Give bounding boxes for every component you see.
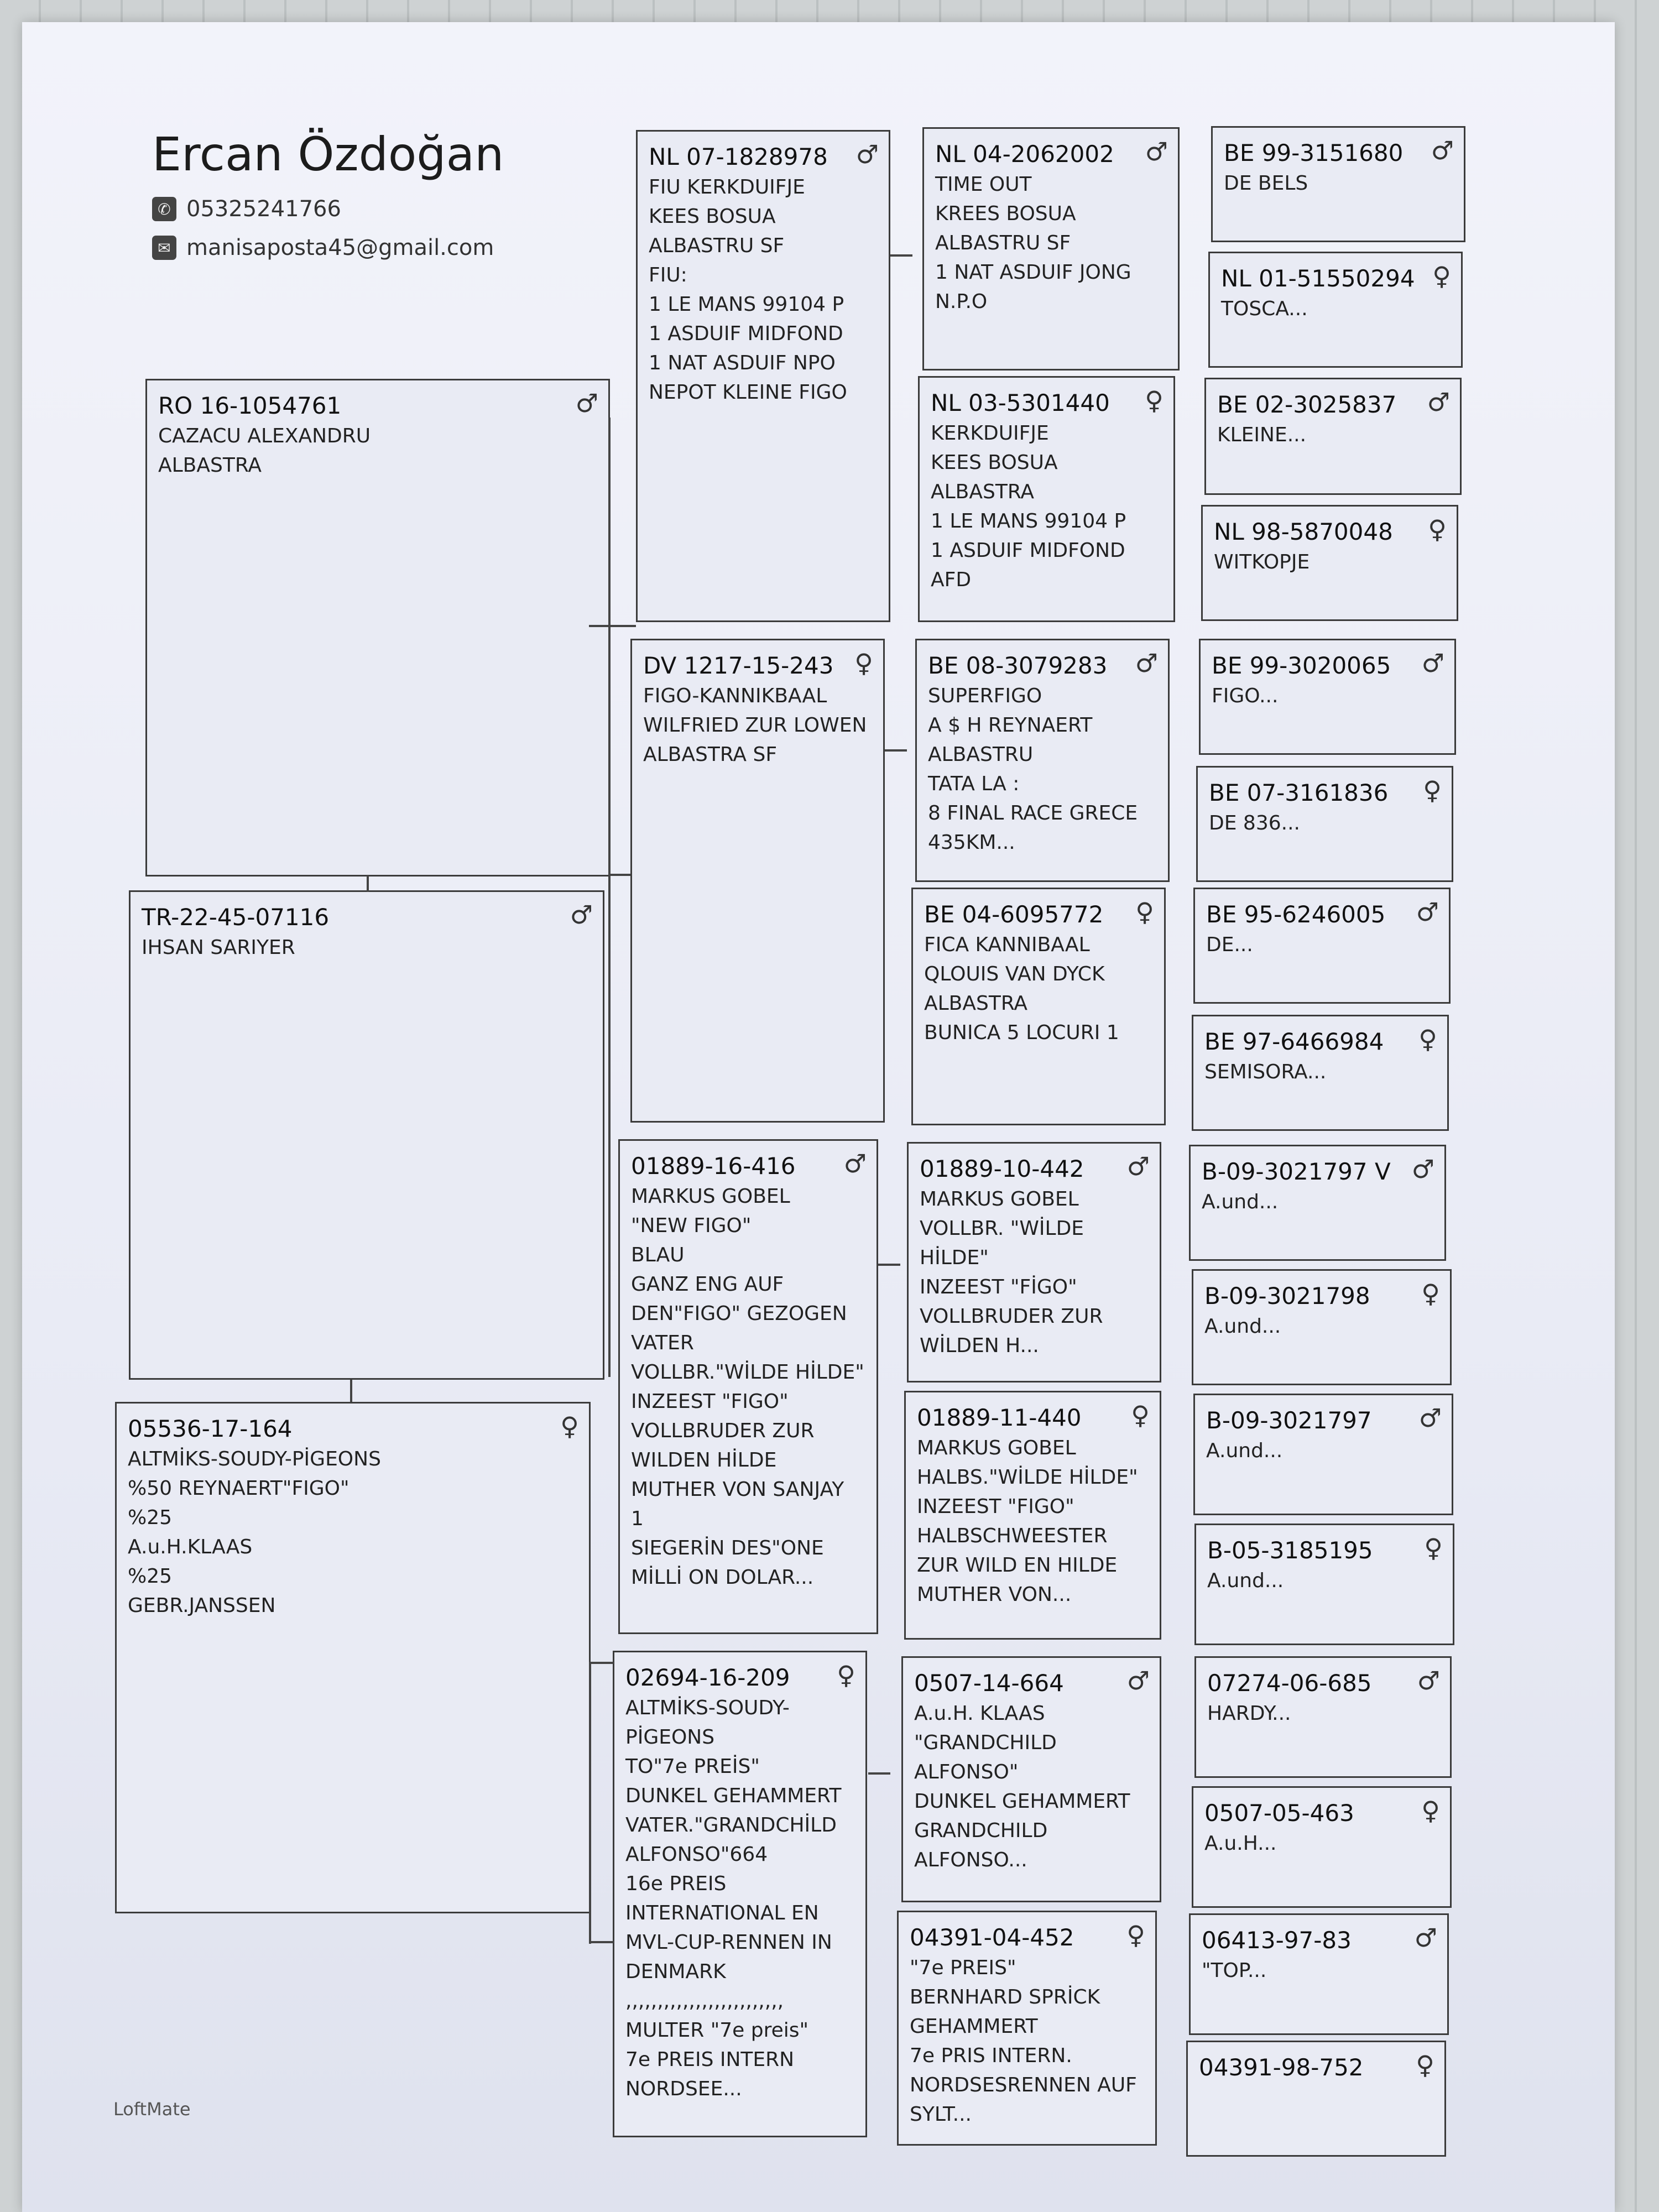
ring-number: NL 03-5301440 — [931, 389, 1110, 416]
gen4-card — [1193, 1394, 1453, 1515]
info-line: NEPOT KLEINE FIGO — [649, 381, 847, 404]
info-line: DUNKEL GEHAMMERT — [625, 1785, 842, 1807]
ring-number: BE 07-3161836 — [1209, 779, 1389, 806]
gen4-card — [1186, 2041, 1446, 2157]
info-line: 1 — [631, 1507, 644, 1530]
connector-line — [589, 1662, 614, 1664]
info-line: %25 — [128, 1565, 173, 1588]
info-line: 1 ASDUIF MIDFOND — [649, 322, 843, 345]
male-sex-icon: ♂ — [1145, 137, 1168, 166]
connector-line — [350, 1380, 352, 1402]
male-sex-icon: ♂ — [1418, 1403, 1442, 1433]
info-line: SIEGERİN DES"ONE — [631, 1537, 824, 1559]
info-line: INZEEST "FIGO" — [917, 1495, 1074, 1518]
info-line: KEES BOSUA — [649, 205, 776, 228]
info-line: HİLDE" — [920, 1246, 989, 1269]
male-sex-icon: ♂ — [1431, 135, 1454, 165]
male-sex-icon: ♂ — [570, 900, 593, 930]
info-line: MARKUS GOBEL — [920, 1188, 1079, 1211]
gen4-card — [1189, 1145, 1446, 1261]
ring-number: BE 97-6466984 — [1204, 1028, 1384, 1055]
info-line: HARDY... — [1207, 1702, 1291, 1725]
ring-number: 06413-97-83 — [1202, 1927, 1352, 1954]
info-line: 435KM... — [928, 831, 1015, 854]
gen4-card — [1211, 126, 1465, 242]
owner-name: Ercan Özdoğan — [152, 127, 504, 181]
gen3-card — [907, 1142, 1161, 1383]
male-sex-icon: ♂ — [1126, 1151, 1150, 1181]
info-line: ALTMİKS-SOUDY- — [625, 1697, 790, 1719]
gen3-card — [911, 888, 1166, 1125]
ring-number: BE 02-3025837 — [1217, 391, 1397, 418]
info-line: ALBASTRA — [931, 481, 1035, 503]
info-line: MUTHER VON... — [917, 1583, 1072, 1606]
info-line: 16e PREIS — [625, 1872, 727, 1895]
info-line: ,,,,,,,,,,,,,,,,,,,,,,,,, — [625, 1990, 784, 2012]
info-line: BLAU — [631, 1244, 685, 1266]
info-line: FICA KANNIBAAL — [924, 933, 1090, 956]
info-line: ALFONSO... — [914, 1849, 1027, 1871]
female-sex-icon: ♀ — [1421, 1796, 1440, 1825]
male-sex-icon: ♂ — [1416, 897, 1439, 927]
phone-icon: ✆ — [152, 197, 176, 221]
female-sex-icon: ♀ — [1126, 1920, 1145, 1950]
info-line: "7e PREIS" — [910, 1957, 1016, 1979]
info-line: ALBASTRU SF — [935, 232, 1071, 254]
info-line: NORDSESRENNEN AUF — [910, 2074, 1137, 2096]
info-line: GEBR.JANSSEN — [128, 1594, 276, 1617]
gen4-card — [1194, 1656, 1452, 1778]
footer-brand: LoftMate — [113, 2099, 191, 2120]
info-line: ZUR WILD EN HILDE — [917, 1554, 1118, 1577]
info-line: PİGEONS — [625, 1726, 715, 1749]
female-sex-icon: ♀ — [1423, 775, 1442, 805]
info-line: TATA LA : — [928, 773, 1020, 795]
male-sex-icon: ♂ — [1135, 648, 1158, 678]
ring-number: 04391-98-752 — [1199, 2054, 1364, 2081]
info-line: ALBASTRA — [924, 992, 1028, 1015]
ring-number: NL 01-51550294 — [1221, 265, 1415, 292]
info-line: FIGO-KANNIKBAAL — [643, 685, 827, 707]
male-sex-icon: ♂ — [1427, 387, 1450, 417]
ring-number: B-09-3021798 — [1204, 1282, 1370, 1310]
info-line: INZEEST "FİGO" — [920, 1276, 1077, 1298]
info-line: N.P.O — [935, 290, 988, 313]
info-line: 1 ASDUIF MIDFOND — [931, 539, 1125, 562]
info-line: FIU KERKDUIFJE — [649, 176, 805, 199]
ring-number: 02694-16-209 — [625, 1664, 790, 1691]
info-line: MARKUS GOBEL — [917, 1437, 1076, 1459]
info-line: ALFONSO"664 — [625, 1843, 768, 1866]
info-line: MUTHER VON SANJAY — [631, 1478, 844, 1501]
gen2-card — [630, 639, 885, 1123]
info-line: SYLT... — [910, 2103, 972, 2126]
male-sex-icon: ♂ — [1411, 1154, 1434, 1184]
ring-number: B-05-3185195 — [1207, 1537, 1373, 1564]
gen4-card — [1196, 766, 1453, 882]
info-line: "GRANDCHILD — [914, 1731, 1057, 1754]
male-sex-icon: ♂ — [1421, 648, 1444, 678]
ring-number: BE 04-6095772 — [924, 901, 1104, 928]
info-line: WITKOPJE — [1214, 551, 1310, 573]
gen3-card — [897, 1911, 1157, 2146]
info-line: VATER — [631, 1332, 694, 1354]
info-line: FIGO... — [1212, 685, 1279, 707]
ring-number: BE 08-3079283 — [928, 652, 1108, 679]
info-line: DUNKEL GEHAMMERT — [914, 1790, 1130, 1813]
info-line: CAZACU ALEXANDRU — [158, 425, 371, 447]
info-line: SEMISORA... — [1204, 1061, 1327, 1083]
ring-number: BE 95-6246005 — [1206, 901, 1386, 928]
gen3-card — [904, 1391, 1161, 1640]
info-line: INTERNATIONAL EN — [625, 1902, 819, 1924]
info-line: A.u.H. KLAAS — [914, 1702, 1045, 1725]
info-line: KEES BOSUA — [931, 451, 1058, 474]
connector-line — [589, 1662, 591, 1944]
gen3-card — [901, 1656, 1161, 1902]
ring-number: NL 07-1828978 — [649, 143, 828, 170]
email-address: manisaposta45@gmail.com — [186, 235, 494, 260]
ring-number: 01889-16-416 — [631, 1152, 796, 1180]
info-line: A.und... — [1206, 1439, 1283, 1462]
info-line: IHSAN SARIYER — [142, 936, 295, 959]
gen3-card — [915, 639, 1170, 882]
info-line: DE BELS — [1224, 172, 1308, 195]
gen4-card — [1199, 639, 1456, 755]
info-line: ALTMİKS-SOUDY-PİGEONS — [128, 1448, 381, 1470]
ring-number: 05536-17-164 — [128, 1415, 293, 1442]
info-line: VATER."GRANDCHİLD — [625, 1814, 837, 1837]
female-sex-icon: ♀ — [1432, 261, 1451, 291]
info-line: DE 836... — [1209, 812, 1300, 834]
info-line: ALBASTRA SF — [643, 743, 778, 766]
info-line: MARKUS GOBEL — [631, 1185, 790, 1208]
gen4-card — [1201, 505, 1458, 621]
info-line: GRANDCHILD — [914, 1819, 1048, 1842]
ring-number: B-09-3021797 — [1206, 1407, 1372, 1434]
ring-number: NL 98-5870048 — [1214, 518, 1393, 545]
info-line: 1 LE MANS 99104 P — [649, 293, 844, 316]
info-line: MULTER "7e preis" — [625, 2019, 809, 2042]
info-line: VOLLBR."WİLDE HİLDE" — [631, 1361, 864, 1384]
info-line: A.u.H.KLAAS — [128, 1536, 253, 1558]
ring-number: RO 16-1054761 — [158, 392, 342, 419]
info-line: 7e PREIS INTERN — [625, 2048, 795, 2071]
info-line: A $ H REYNAERT — [928, 714, 1093, 737]
ring-number: BE 99-3020065 — [1212, 652, 1391, 679]
phone-number: 05325241766 — [186, 196, 341, 222]
sire-card — [129, 890, 604, 1380]
ring-number: DV 1217-15-243 — [643, 652, 834, 679]
info-line: %50 REYNAERT"FIGO" — [128, 1477, 349, 1500]
info-line: 1 NAT ASDUIF NPO — [649, 352, 836, 374]
male-sex-icon: ♂ — [575, 388, 598, 418]
info-line: 1 NAT ASDUIF JONG — [935, 261, 1131, 284]
female-sex-icon: ♀ — [1416, 2050, 1434, 2080]
info-line: INZEEST "FIGO" — [631, 1390, 789, 1413]
info-line: KERKDUIFJE — [931, 422, 1049, 445]
info-line: GEHAMMERT — [910, 2015, 1038, 2038]
info-line: SUPERFIGO — [928, 685, 1042, 707]
ring-number: NL 04-2062002 — [935, 140, 1114, 168]
gen2-card — [618, 1139, 878, 1634]
connector-line — [608, 625, 636, 627]
info-line: HALBSCHWEESTER — [917, 1525, 1108, 1547]
info-line: DEN"FIGO" GEZOGEN — [631, 1302, 847, 1325]
male-sex-icon: ♂ — [843, 1149, 867, 1178]
info-line: 7e PRIS INTERN. — [910, 2044, 1072, 2067]
gen4-card — [1189, 1913, 1449, 2035]
connector-line — [367, 875, 369, 892]
dam-card — [115, 1402, 591, 1913]
info-line: TOSCA... — [1221, 298, 1308, 320]
gen4-card — [1192, 1015, 1449, 1131]
info-line: %25 — [128, 1506, 173, 1529]
info-line: WİLDEN H... — [920, 1334, 1039, 1357]
female-sex-icon: ♀ — [1424, 1533, 1443, 1563]
phone-row — [152, 196, 341, 222]
gen2-card — [613, 1651, 867, 2137]
info-line: KLEINE... — [1217, 424, 1307, 446]
info-line: ALBASTRA — [158, 454, 262, 477]
gen4-card — [1192, 1786, 1452, 1908]
female-sex-icon: ♀ — [837, 1660, 855, 1690]
gen4-card — [1208, 252, 1463, 368]
ring-number: 07274-06-685 — [1207, 1670, 1372, 1697]
info-line: ALFONSO" — [914, 1761, 1019, 1783]
ring-number: 04391-04-452 — [910, 1924, 1074, 1951]
female-sex-icon: ♀ — [1418, 1024, 1437, 1054]
male-sex-icon: ♂ — [1126, 1666, 1150, 1695]
info-line: BERNHARD SPRİCK — [910, 1986, 1100, 2008]
info-line: A.und... — [1207, 1569, 1284, 1592]
info-line: TO"7e PREİS" — [625, 1755, 760, 1778]
gen4-card — [1194, 1524, 1454, 1645]
female-sex-icon: ♀ — [854, 648, 873, 678]
connector-line — [868, 1772, 890, 1775]
email-icon: ✉ — [152, 236, 176, 260]
ring-number: BE 99-3151680 — [1224, 139, 1404, 166]
info-line: A.und... — [1204, 1315, 1281, 1338]
info-line: "TOP... — [1202, 1959, 1267, 1982]
info-line: HALBS."WİLDE HİLDE" — [917, 1466, 1138, 1489]
info-line: VOLLBR. "WİLDE — [920, 1217, 1084, 1240]
info-line: VOLLBRUDER ZUR — [631, 1420, 815, 1442]
female-sex-icon: ♀ — [560, 1411, 579, 1441]
female-sex-icon: ♀ — [1145, 385, 1164, 415]
gen4-card — [1192, 1269, 1452, 1385]
ring-number: B-09-3021797 V — [1202, 1158, 1391, 1185]
info-line: MİLLİ ON DOLAR... — [631, 1566, 814, 1589]
info-line: BUNICA 5 LOCURI 1 — [924, 1021, 1119, 1044]
connector-line — [890, 254, 912, 257]
connector-line — [608, 874, 630, 876]
info-line: KREES BOSUA — [935, 202, 1076, 225]
info-line: GANZ ENG AUF — [631, 1273, 784, 1296]
info-line: AFD — [931, 568, 972, 591]
gen2-card — [636, 130, 890, 622]
connector-line — [589, 625, 608, 627]
male-sex-icon: ♂ — [1414, 1923, 1437, 1953]
info-line: A.u.H... — [1204, 1832, 1277, 1855]
info-line: FIU: — [649, 264, 687, 286]
connector-line — [608, 418, 611, 1377]
ring-number: 0507-05-463 — [1204, 1799, 1354, 1827]
gen3-card — [918, 376, 1175, 622]
connector-line — [885, 749, 907, 752]
info-line: 1 LE MANS 99104 P — [931, 510, 1126, 533]
male-sex-icon: ♂ — [855, 139, 879, 169]
ring-number: 01889-11-440 — [917, 1404, 1082, 1431]
email-row — [152, 235, 494, 260]
female-sex-icon: ♀ — [1421, 1279, 1440, 1308]
info-line: MVL-CUP-RENNEN IN — [625, 1931, 832, 1954]
gen3-card — [922, 127, 1180, 371]
info-line: ALBASTRU — [928, 743, 1034, 766]
ring-number: TR-22-45-07116 — [142, 904, 330, 931]
gen4-card — [1193, 888, 1451, 1004]
info-line: VOLLBRUDER ZUR — [920, 1305, 1103, 1328]
info-line: DE... — [1206, 933, 1253, 956]
gen4-card — [1204, 378, 1462, 495]
connector-line — [878, 1264, 900, 1266]
info-line: ALBASTRU SF — [649, 234, 785, 257]
info-line: A.und... — [1202, 1191, 1279, 1213]
ring-number: 01889-10-442 — [920, 1155, 1084, 1182]
info-line: WILFRIED ZUR LOWEN — [643, 714, 867, 737]
info-line: "NEW FIGO" — [631, 1214, 752, 1237]
ring-number: 0507-14-664 — [914, 1670, 1064, 1697]
info-line: TIME OUT — [935, 173, 1032, 196]
info-line: DENMARK — [625, 1960, 726, 1983]
connector-line — [589, 1941, 614, 1943]
male-sex-icon: ♂ — [1417, 1666, 1440, 1695]
female-sex-icon: ♀ — [1131, 1400, 1150, 1430]
female-sex-icon: ♀ — [1135, 897, 1154, 927]
female-sex-icon: ♀ — [1428, 514, 1447, 544]
info-line: 8 FINAL RACE GRECE — [928, 802, 1138, 825]
info-line: NORDSEE... — [625, 2078, 742, 2100]
subject-card — [145, 379, 610, 877]
info-line: WILDEN HİLDE — [631, 1449, 777, 1472]
info-line: QLOUIS VAN DYCK — [924, 963, 1105, 985]
